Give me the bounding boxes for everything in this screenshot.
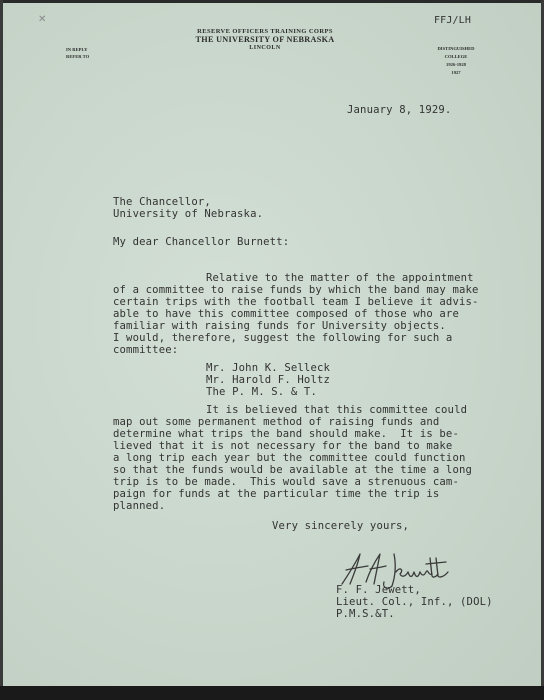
- reply-line-1: IN REPLY: [66, 47, 88, 52]
- paragraph-line: It is believed that this committee could: [206, 404, 468, 416]
- paragraph-line: certain trips with the football team I believe it advis-: [113, 296, 479, 308]
- signer-name: F. F. Jewett,: [336, 584, 421, 596]
- recipient-line-1: The Chancellor,: [113, 196, 211, 208]
- scan-border-bottom: [0, 686, 544, 700]
- paragraph-line: lieved that it is not necessary for the band to make: [113, 440, 453, 452]
- paragraph-line: so that the funds would be available at the time a long: [113, 464, 473, 476]
- paragraph-line: a long trip each year but the committee could function: [113, 452, 466, 464]
- paragraph-line: determine what trips the band should make. It is be-: [113, 428, 459, 440]
- honor-line-4: 1927: [451, 70, 461, 75]
- honor-line-1: DISTINGUISHED: [437, 46, 475, 51]
- closing: Very sincerely yours,: [272, 520, 410, 532]
- paragraph-line: map out some permanent method of raising funds and: [113, 416, 440, 428]
- paragraph-line: planned.: [113, 500, 166, 512]
- committee-member: The P. M. S. & T.: [206, 386, 317, 398]
- scan-border-left: [0, 0, 3, 700]
- paragraph-line: familiar with raising funds for University objects.: [113, 320, 446, 332]
- corner-mark: ✕: [38, 14, 47, 25]
- paragraph-line: I would, therefore, suggest the following for such a: [113, 332, 453, 344]
- paragraph-line: trip is to be made. This would save a strenuous cam-: [113, 476, 459, 488]
- paragraph-line: paign for funds at the particular time the trip is: [113, 488, 440, 500]
- file-reference: FFJ/LH: [434, 15, 472, 26]
- paragraph-line: committee:: [113, 344, 179, 356]
- honor-line-2: COLLEGE: [444, 54, 468, 59]
- letterhead-org: RESERVE OFFICERS TRAINING CORPS: [197, 28, 333, 35]
- paragraph-line: of a committee to raise funds by which the band may make: [113, 284, 479, 296]
- salutation: My dear Chancellor Burnett:: [113, 236, 290, 248]
- letterhead-city: LINCOLN: [249, 45, 281, 51]
- paragraph-line: able to have this committee composed of those who are: [113, 308, 459, 320]
- honor-line-3: 1926-1928: [446, 62, 466, 67]
- signer-rank: Lieut. Col., Inf., (DOL): [336, 596, 493, 608]
- letter-date: January 8, 1929.: [347, 104, 452, 116]
- recipient-line-2: University of Nebraska.: [113, 208, 264, 220]
- scan-border-top: [0, 0, 544, 3]
- committee-member: Mr. John K. Selleck: [206, 362, 331, 374]
- letterhead-university: THE UNIVERSITY OF NEBRASKA: [195, 35, 335, 44]
- committee-member: Mr. Harold F. Holtz: [206, 374, 331, 386]
- reply-line-2: REFER TO: [66, 54, 90, 59]
- paragraph-line: Relative to the matter of the appointment: [206, 272, 474, 284]
- signer-title: P.M.S.&T.: [336, 608, 395, 620]
